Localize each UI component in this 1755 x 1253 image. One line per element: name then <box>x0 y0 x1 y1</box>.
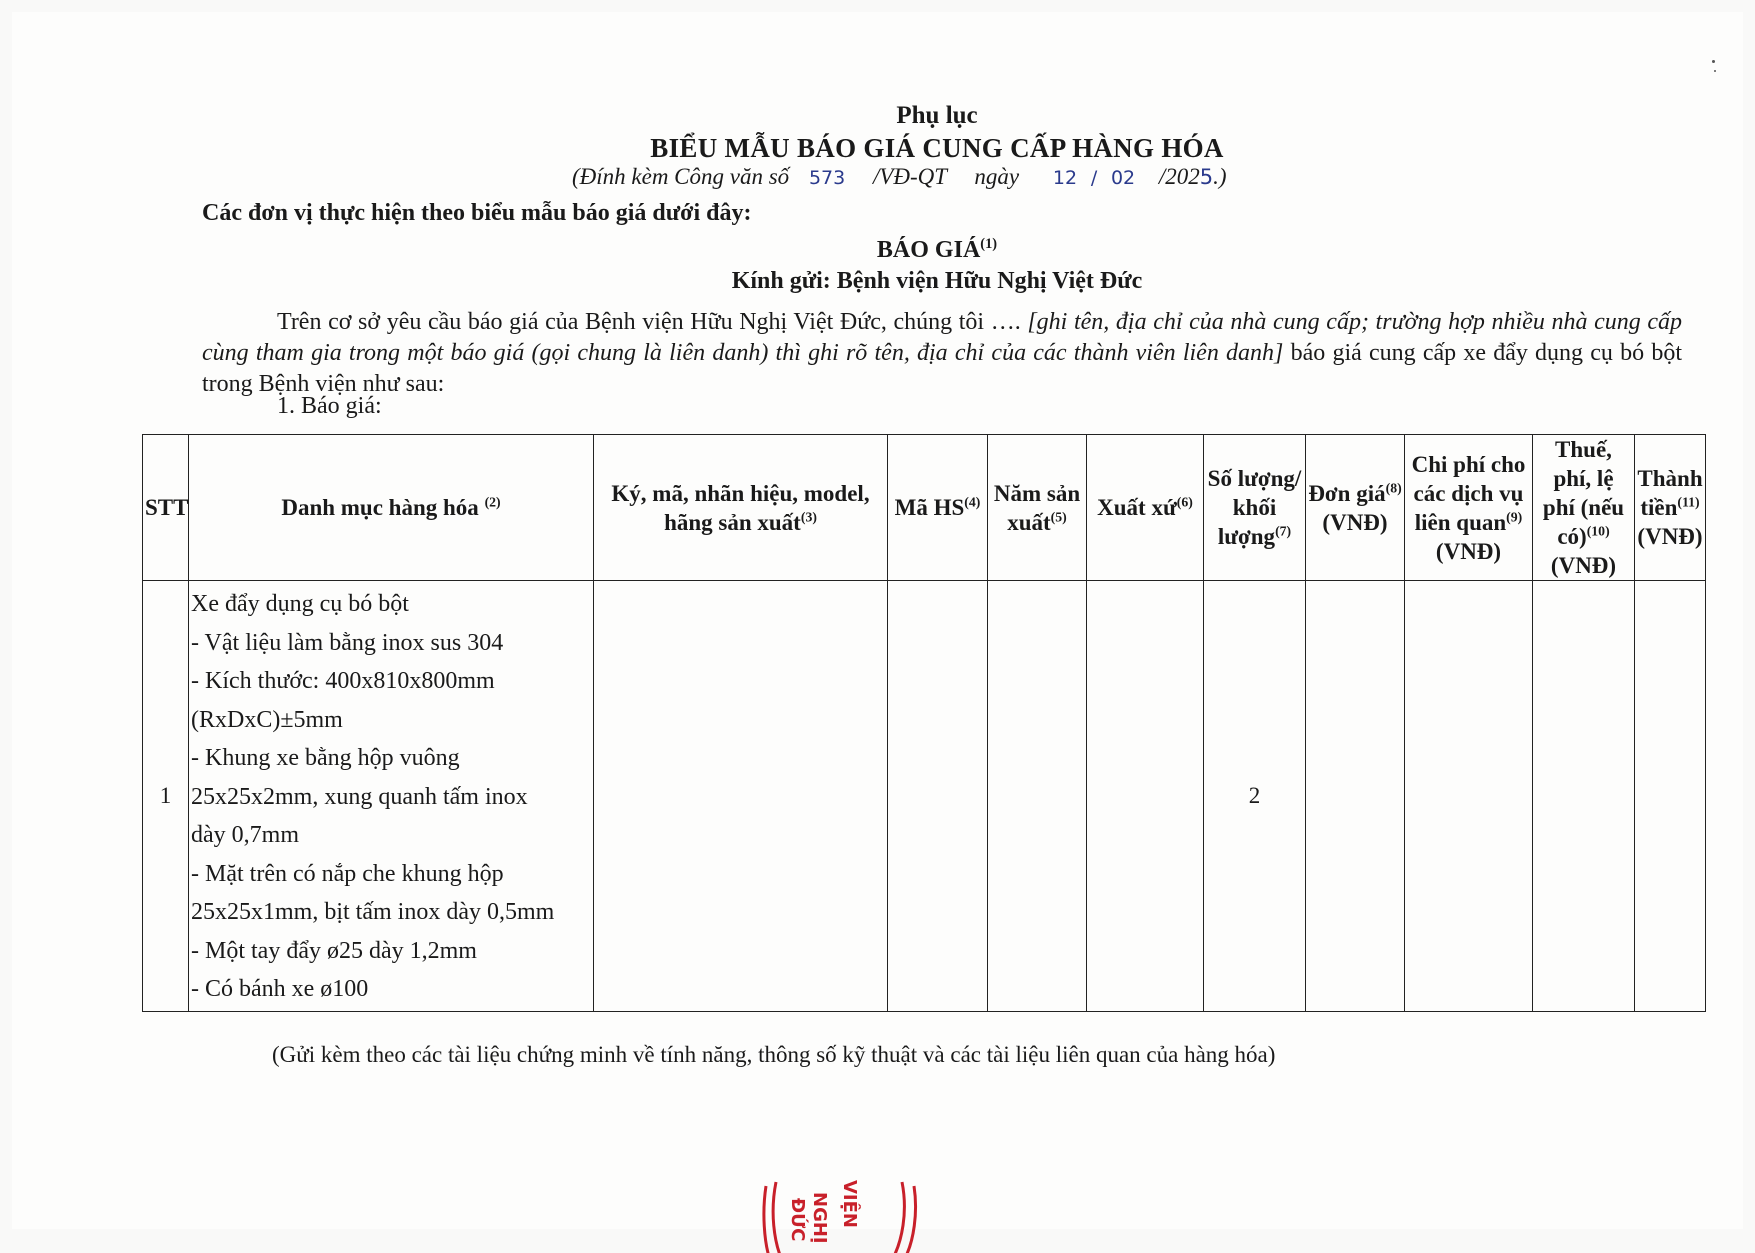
scan-speck <box>1712 60 1715 63</box>
description-line: 25x25x1mm, bịt tấm inox dày 0,5mm <box>191 899 555 925</box>
quote-title <box>12 237 1755 264</box>
header-unit-price-currency: (VNĐ) <box>1322 509 1388 535</box>
header-hs-text: Mã HS <box>894 495 965 520</box>
instruction-text: Các đơn vị thực hiện theo biểu mẫu báo giá dưới đây: <box>202 200 752 226</box>
form-title: BIỂU MẪU BÁO GIÁ CUNG CẤP HÀNG HÓA <box>650 133 1224 163</box>
date-day: 12 <box>1052 167 1078 189</box>
footnote-ref: (11) <box>1677 494 1700 510</box>
header-quantity <box>1204 435 1306 581</box>
quotation-table <box>142 434 1706 1012</box>
seal-text: NGHỊ <box>809 1192 830 1244</box>
recipient-line: Kính gửi: Bệnh viện Hữu Nghị Việt Đức <box>731 268 1143 294</box>
date-month: 02 <box>1110 167 1136 189</box>
intro-paragraph <box>202 307 1682 400</box>
header-tax <box>1533 435 1635 581</box>
cell-tax <box>1533 581 1635 1012</box>
footnote-ref: (5) <box>1050 508 1067 524</box>
header-service-currency: (VNĐ) <box>1435 538 1502 564</box>
header-unit-price <box>1306 435 1405 581</box>
table-row <box>143 581 1706 1012</box>
header-quantity-text: Số lượng/ khối lượng <box>1207 466 1302 549</box>
cell-item-description <box>189 581 594 1012</box>
description-line: dày 0,7mm <box>191 822 299 848</box>
scan-speck <box>1714 70 1716 72</box>
header-service-text: Chi phí cho các dịch vụ liên quan <box>1411 451 1526 535</box>
header-service-cost <box>1405 435 1533 581</box>
attachment-reference <box>572 164 1227 190</box>
description-line: Xe đẩy dụng cụ bó bột <box>191 591 409 617</box>
header-total <box>1635 435 1706 581</box>
seal-ring-left-outer <box>764 1186 770 1253</box>
description-line: - Có bánh xe ø100 <box>191 976 369 1002</box>
date-label: ngày <box>974 164 1020 189</box>
cell-quantity: 2 <box>1204 581 1306 1012</box>
cell-origin <box>1087 581 1204 1012</box>
quote-title-text: BÁO GIÁ <box>876 237 981 263</box>
header-item <box>189 435 594 581</box>
header-brand <box>594 435 888 581</box>
seal-text: ĐỨC <box>787 1198 808 1242</box>
description-line: - Một tay đẩy ø25 dày 1,2mm <box>191 937 477 964</box>
seal-ring-right-outer <box>904 1186 916 1253</box>
section-label: 1. Báo giá: <box>277 393 382 419</box>
cell-total <box>1635 581 1706 1012</box>
document-number: 573 <box>808 167 846 189</box>
description-line: - Vật liệu làm bằng inox sus 304 <box>191 629 504 656</box>
footnote-ref: (6) <box>1176 494 1193 510</box>
header-tax-text: Thuế, phí, lệ phí (nếu có) <box>1542 437 1625 549</box>
footnote-ref: (9) <box>1506 508 1523 524</box>
date-year-prefix: /202 <box>1158 164 1200 189</box>
footnote-ref: (1) <box>980 236 998 252</box>
seal-ring-right <box>892 1182 904 1253</box>
header-item-text: Danh mục hàng hóa <box>281 495 485 520</box>
table-header-row <box>143 435 1706 581</box>
footnote-ref: (7) <box>1275 523 1292 539</box>
attachment-note: (Gửi kèm theo các tài liệu chứng minh về tính năng, thông số kỹ thuật và các tài liệu liên quan của hàng hóa) <box>272 1042 1276 1067</box>
date-separator: / <box>1090 167 1098 189</box>
seal-ring-left <box>773 1182 782 1253</box>
header-total-currency: (VNĐ) <box>1637 524 1703 549</box>
appendix-label: Phụ lục <box>896 102 978 129</box>
header-origin-text: Xuất xứ <box>1097 495 1177 520</box>
intro-text-a: Trên cơ sở yêu cầu báo giá của Bệnh viện Hữu Nghị Việt Đức, chúng tôi …. <box>277 309 1028 335</box>
cell-year <box>988 581 1087 1012</box>
footnote-ref: (8) <box>1385 479 1402 495</box>
description-line: - Mặt trên có nắp che khung hộp <box>191 860 504 887</box>
attach-prefix: (Đính kèm Công văn số <box>572 164 790 189</box>
description-line: 25x25x2mm, xung quanh tấm inox <box>191 783 528 810</box>
attach-suffix: .) <box>1213 164 1227 189</box>
cell-unit-price <box>1306 581 1405 1012</box>
intro-instruction-italic: [ghi tên, địa chỉ của nhà cung cấp; trường hợp nhiều nhà cung cấp cùng tham gia trong một báo giá (gọi chung là liên danh) thì ghi rõ tên, địa chỉ của các thành viên liên danh] <box>202 309 1682 366</box>
header-tax-currency: (VNĐ) <box>1550 553 1617 578</box>
header-year <box>988 435 1087 581</box>
header-origin <box>1087 435 1204 581</box>
document-code: /VĐ-QT <box>872 164 947 189</box>
header-brand-text: Ký, mã, nhãn hiệu, model, hãng sản xuất <box>611 480 870 535</box>
date-year-digit: 5 <box>1199 165 1214 189</box>
cell-hs-code <box>888 581 988 1012</box>
intro-text-b: báo giá cung cấp xe đẩy dụng cụ bó bột trong Bệnh viện như sau: <box>202 340 1682 397</box>
header-hs-code <box>888 435 988 581</box>
header-year-text: Năm sản xuất <box>993 480 1081 535</box>
cell-stt: 1 <box>143 581 189 1012</box>
cell-service-cost <box>1405 581 1533 1012</box>
document-page <box>12 12 1743 1244</box>
description-line: (RxDxC)±5mm <box>191 706 343 733</box>
footnote-ref: (2) <box>484 494 501 510</box>
footnote-ref: (10) <box>1586 523 1610 539</box>
footnote-ref: (4) <box>964 494 981 510</box>
description-line: - Kích thước: 400x810x800mm <box>191 668 495 694</box>
header-total-text: Thành tiền <box>1637 466 1703 520</box>
description-line: - Khung xe bằng hộp vuông <box>191 745 460 771</box>
header-stt: STT <box>143 435 189 581</box>
cell-brand <box>594 581 888 1012</box>
header-unit-price-text: Đơn giá <box>1308 480 1386 506</box>
footnote-ref: (3) <box>800 508 817 524</box>
seal-text: VIỆN <box>839 1180 860 1228</box>
